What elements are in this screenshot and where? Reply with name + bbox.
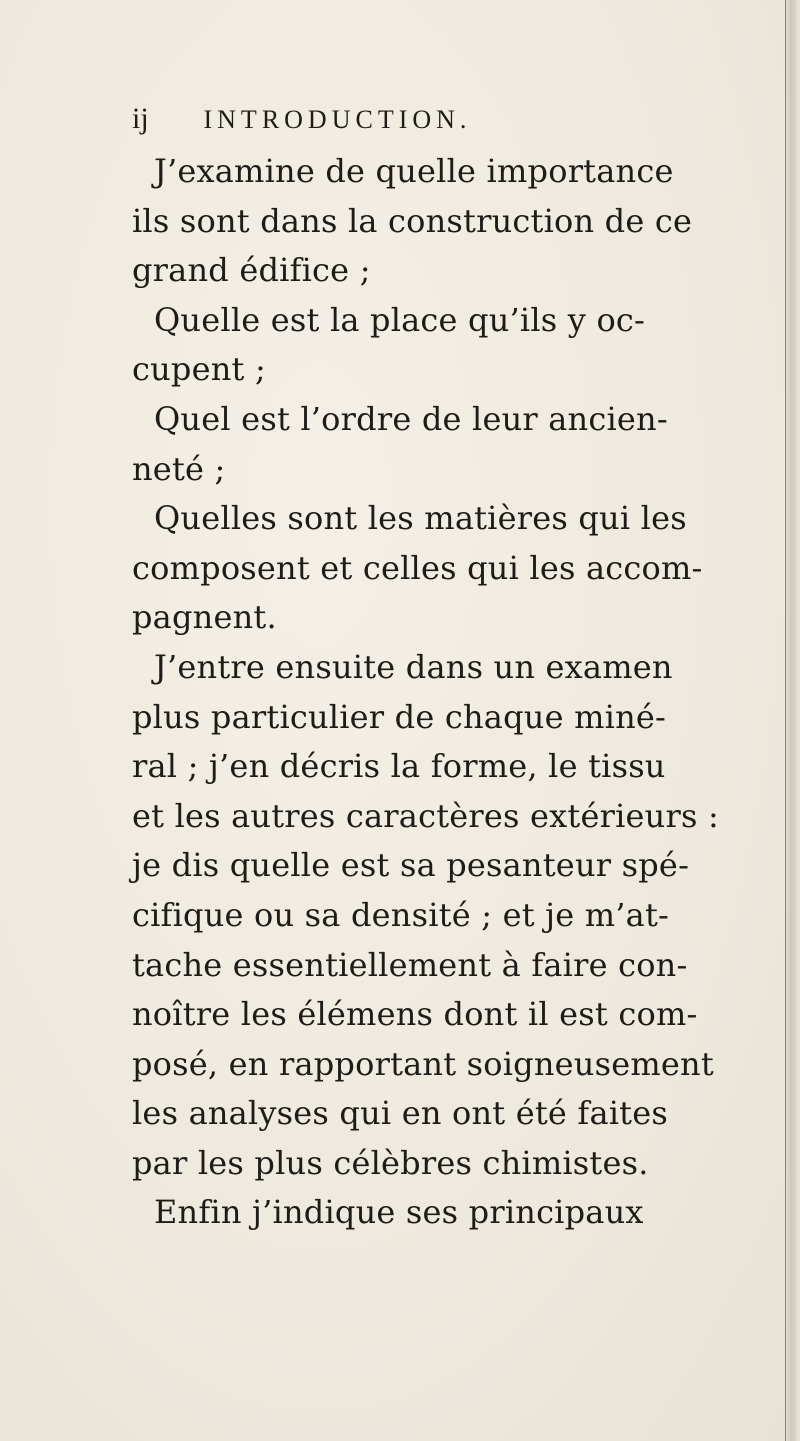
text-line: cifique ou sa densité ; et je m’at- — [132, 895, 670, 934]
body-text — [132, 147, 772, 1238]
page-number: ij — [132, 102, 149, 135]
text-line: cupent ; — [132, 350, 266, 389]
text-line: composent et celles qui les accom- — [132, 548, 703, 587]
text-line: grand édifice ; — [132, 251, 371, 290]
text-line: noître les élémens dont il est com- — [132, 995, 698, 1034]
text-line: je dis quelle est sa pesanteur spé- — [132, 846, 690, 885]
page-edge — [785, 0, 800, 1441]
text-line: J’entre ensuite dans un examen — [154, 647, 673, 686]
text-line: Enfin j’indique ses principaux — [154, 1193, 644, 1232]
text-line: par les plus célèbres chimistes. — [132, 1143, 649, 1182]
text-line: ral ; j’en décris la forme, le tissu — [132, 747, 666, 786]
text-line: les analyses qui en ont été faites — [132, 1094, 669, 1133]
text-line: ils sont dans la construction de ce — [132, 201, 693, 240]
running-title: INTRODUCTION. — [203, 105, 472, 134]
page-header — [132, 102, 732, 142]
text-line: plus particulier de chaque miné- — [132, 697, 667, 736]
text-line: tache essentiellement à faire con- — [132, 945, 688, 984]
text-line: Quelles sont les matières qui les — [154, 499, 687, 538]
text-line: J’examine de quelle importance — [154, 152, 674, 190]
text-line: pagnent. — [132, 598, 277, 637]
text-line: neté ; — [132, 449, 226, 488]
text-line: Quel est l’ordre de leur ancien- — [154, 399, 668, 438]
text-line: posé, en rapportant soigneusement — [132, 1044, 714, 1083]
text-line: Quelle est la place qu’ils y oc- — [154, 300, 646, 339]
text-line: et les autres caractères extérieurs : — [132, 796, 719, 835]
